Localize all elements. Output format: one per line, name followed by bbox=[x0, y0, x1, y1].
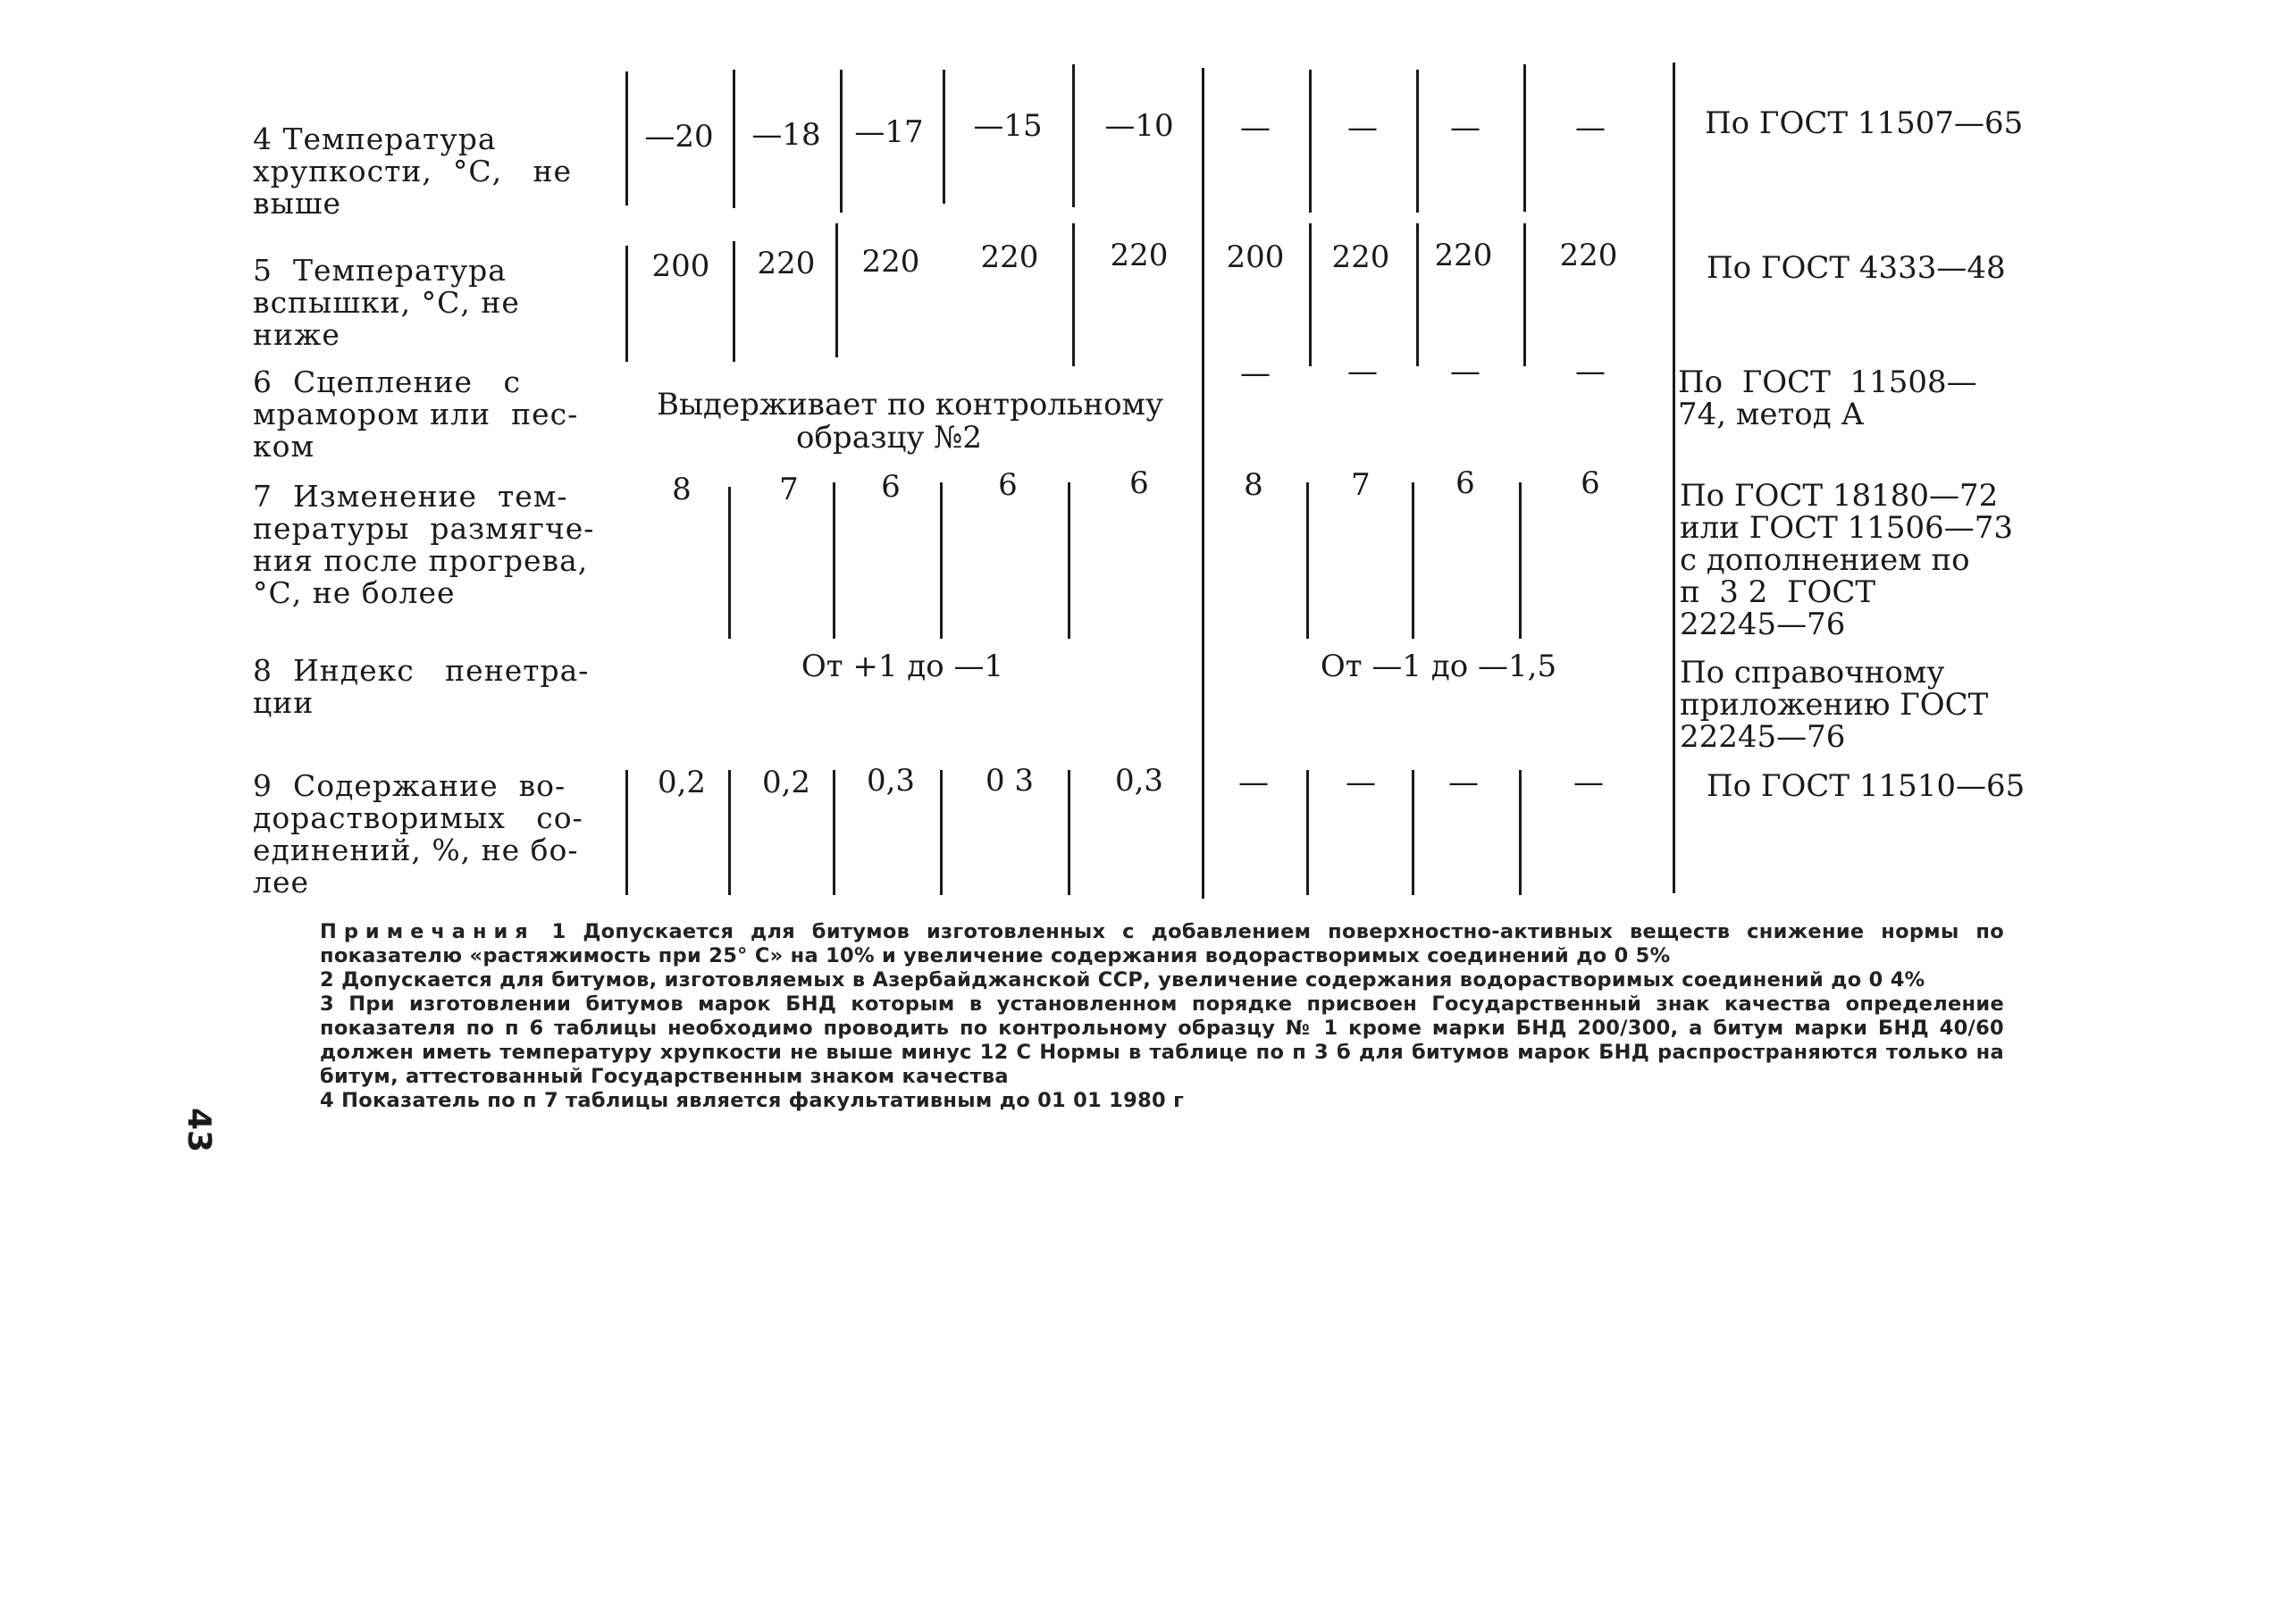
note-3: 3 При изготовлении битумов марок БНД которым в установленном порядке присвоен Государственный знак качества определение показателя по п 6 таблицы необходимо проводить по контрольному образцу № 1 кроме марки БНД 200/300, а битум марки БНД 40/60 должен иметь температуру хрупкости не выше минус 12 С Нормы в таблице по п 3 б для битумов марок БНД распространяются только на битум, аттестованный Государственным знаком качества bbox=[320, 992, 2004, 1088]
table-rule bbox=[1519, 770, 1522, 895]
value-cell: 220 bbox=[757, 246, 816, 281]
value-cell: 220 bbox=[1331, 239, 1390, 275]
param-row-4: 4 Температура хрупкости, °С, не выше bbox=[253, 121, 573, 221]
table-rule bbox=[835, 223, 838, 357]
table-rule bbox=[1072, 223, 1075, 366]
value-cell: 220 bbox=[980, 239, 1039, 275]
value-cell: 0,2 bbox=[657, 765, 707, 800]
param-row-8: 8 Индекс пенетра- ции bbox=[253, 653, 590, 720]
table-rule bbox=[940, 482, 943, 639]
value-cell: — bbox=[1450, 110, 1480, 146]
value-cell: — bbox=[1575, 354, 1606, 389]
value-cell: — bbox=[1573, 765, 1604, 800]
table-rule bbox=[1072, 64, 1075, 207]
value-cell: 220 bbox=[1559, 238, 1618, 273]
value-cell: 200 bbox=[1226, 239, 1285, 275]
table-rule bbox=[1068, 482, 1070, 639]
value-cell: —20 bbox=[644, 119, 714, 155]
value-cell: — bbox=[1347, 110, 1378, 146]
table-rule bbox=[943, 70, 945, 204]
value-cell: 0 3 bbox=[985, 763, 1035, 799]
value-cell: —17 bbox=[854, 114, 924, 150]
table-rule bbox=[1306, 482, 1309, 639]
value-cell: 8 bbox=[1244, 467, 1263, 503]
value-cell: 0,3 bbox=[1114, 763, 1164, 799]
value-cell: — bbox=[1450, 354, 1480, 389]
param-row-9: 9 Содержание во- дорастворимых со- единений, %, не бо- лее bbox=[253, 768, 583, 900]
value-cell: 0,3 bbox=[866, 763, 916, 799]
span-text-row-8-left: От +1 до —1 bbox=[801, 649, 1004, 684]
note-1 bbox=[271, 920, 2004, 968]
value-cell: — bbox=[1240, 356, 1271, 391]
note-2: 2 Допускается для битумов, изготовляемых в Азербайджанской ССР, увеличение содержания водорастворимых соединений до 0 4% bbox=[320, 968, 1925, 992]
value-cell: 6 bbox=[998, 467, 1018, 503]
table-rule bbox=[1412, 482, 1414, 639]
param-row-6: 6 Сцепление с мрамором или пес- ком bbox=[253, 364, 579, 464]
table-rule bbox=[1519, 482, 1522, 639]
span-text-row-6: Выдерживает по контрольному образцу №2 bbox=[657, 387, 1164, 456]
value-cell: — bbox=[1240, 110, 1271, 146]
value-cell: —18 bbox=[751, 117, 821, 153]
table-rule bbox=[728, 487, 731, 639]
value-cell: 220 bbox=[861, 244, 920, 280]
method-row-8: По справочному приложению ГОСТ 22245—76 bbox=[1680, 655, 1989, 755]
value-cell: 200 bbox=[651, 248, 710, 284]
method-row-4: По ГОСТ 11507—65 bbox=[1705, 105, 2024, 141]
table-rule bbox=[1523, 223, 1526, 366]
value-cell: 220 bbox=[1434, 238, 1493, 273]
method-row-7: По ГОСТ 18180—72 или ГОСТ 11506—73 с дополнением по п 3 2 ГОСТ 22245—76 bbox=[1680, 478, 2014, 642]
value-cell: 0,2 bbox=[761, 765, 811, 800]
table-rule bbox=[1673, 63, 1675, 893]
param-row-5: 5 Температура вспышки, °С, не ниже bbox=[253, 253, 520, 352]
page-number: 43 bbox=[180, 1108, 217, 1153]
span-text-row-8-right: От —1 до —1,5 bbox=[1320, 649, 1557, 684]
table-rule bbox=[1068, 770, 1070, 895]
value-cell: —10 bbox=[1104, 108, 1174, 144]
value-cell: — bbox=[1238, 765, 1269, 800]
method-row-5: По ГОСТ 4333—48 bbox=[1707, 250, 2006, 286]
notes-heading: Примечания bbox=[320, 920, 535, 943]
value-cell: 6 bbox=[1129, 465, 1149, 501]
value-cell: 6 bbox=[1455, 465, 1475, 501]
method-row-6: По ГОСТ 11508— 74, метод А bbox=[1678, 364, 1977, 432]
value-cell: — bbox=[1575, 110, 1606, 146]
value-cell: 8 bbox=[672, 472, 692, 507]
value-cell: — bbox=[1448, 765, 1479, 800]
value-cell: — bbox=[1347, 354, 1378, 389]
notes-block bbox=[271, 920, 2004, 1113]
value-cell: 7 bbox=[1351, 467, 1371, 503]
value-cell: 6 bbox=[881, 469, 901, 505]
table-rule bbox=[1523, 64, 1526, 212]
value-cell: 6 bbox=[1581, 465, 1600, 501]
param-row-7: 7 Изменение тем- пературы размягче- ния после прогрева, °С, не более bbox=[253, 479, 595, 610]
method-row-9: По ГОСТ 11510—65 bbox=[1707, 768, 2026, 804]
note-1-text: 1 Допускается для битумов изготовленных с добавлением поверхностно-активных веществ снижение нормы по показателю «растяжимость при 25° С» на 10% и увеличение содержания водорастворимых соединений до 0 5% bbox=[320, 920, 2004, 967]
value-cell: —15 bbox=[973, 108, 1043, 144]
value-cell: 7 bbox=[779, 472, 799, 507]
value-cell: — bbox=[1346, 765, 1376, 800]
note-4: 4 Показатель по п 7 таблицы является факультативным до 01 01 1980 г bbox=[320, 1089, 1185, 1112]
value-cell: 220 bbox=[1110, 238, 1169, 273]
